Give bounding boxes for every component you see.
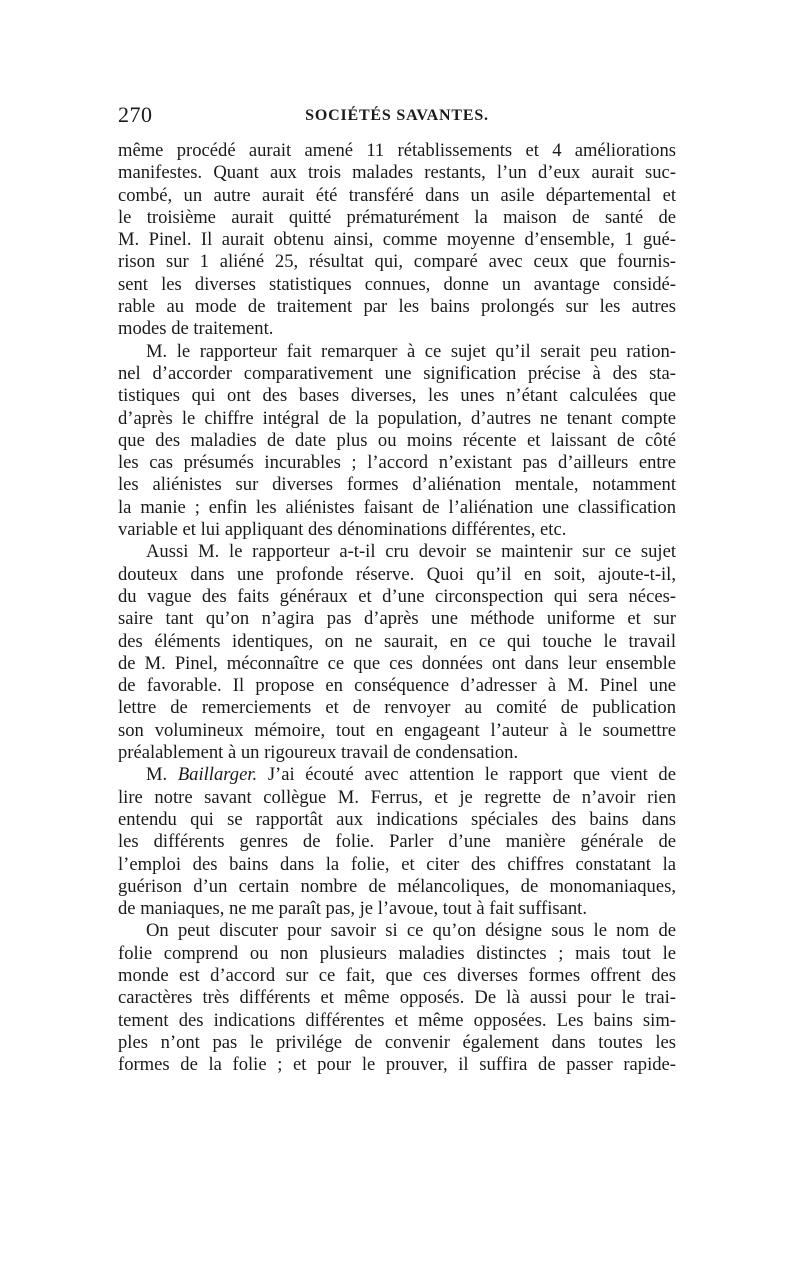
text-line: M. Pinel. Il aurait obtenu ainsi, comme moyenne d’ensemble, 1 gué- (118, 229, 676, 251)
text-line: de M. Pinel, méconnaître ce que ces données ont dans leur ensemble (118, 652, 676, 674)
text-line: J’ai écouté avec attention le rapport que vient de (267, 764, 676, 786)
text-line: les aliénistes sur diverses formes d’aliénation mentale, notamment (118, 474, 676, 496)
speaker-name: Baillarger. (177, 764, 258, 786)
text-line: le troisième aurait quitté prématurément la maison de santé de (118, 206, 676, 228)
section-title: SOCIÉTÉS SAVANTES. (305, 107, 489, 124)
text-line: tistiques qui ont des bases diverses, les unes n’étant calculées que (118, 385, 676, 407)
text-line: l’emploi des bains dans la folie, et citer des chiffres constatant la (118, 853, 676, 875)
text-line: préalablement à un rigoureux travail de condensation. (118, 742, 519, 764)
text-line: son volumineux mémoire, tout en engageant l’auteur à le soumettre (118, 719, 676, 741)
text-line: les différents genres de folie. Parler d’une manière générale de (118, 831, 676, 853)
text-line: rison sur 1 aliéné 25, résultat qui, comparé avec ceux que fournis- (118, 251, 676, 273)
text-line: rable au mode de traitement par les bains prolongés sur les autres (118, 296, 676, 318)
text-line: nel d’accorder comparativement une signification précise à des sta- (118, 362, 676, 384)
text-line: que des maladies de date plus ou moins récente et laissant de côté (118, 429, 676, 451)
running-head (118, 103, 676, 127)
body-text (118, 140, 676, 1076)
text-line: douteux dans une profonde réserve. Quoi qu’il en soit, ajoute-t-il, (118, 563, 676, 585)
text-line: guérison d’un certain nombre de mélancoliques, de monomaniaques, (118, 875, 676, 897)
text-line: monde est d’accord sur ce fait, que ces diverses formes offrent des (118, 964, 676, 986)
text-line: lettre de remerciements et de renvoyer au comité de publication (118, 697, 676, 719)
text-line: saire tant qu’on n’agira pas d’après une méthode uniforme et sur (118, 608, 676, 630)
text-line: manifestes. Quant aux trois malades restants, l’un d’eux aurait suc- (118, 162, 676, 184)
text-line: les cas présumés incurables ; l’accord n’existant pas d’ailleurs entre (118, 452, 676, 474)
page-number: 270 (118, 102, 153, 127)
text-line: ples n’ont pas le privilége de convenir également dans toutes les (118, 1031, 676, 1053)
text-line: de maniaques, ne me paraît pas, je l’avoue, tout à fait suffisant. (118, 898, 587, 920)
text-line: formes de la folie ; et pour le prouver, il suffira de passer rapide- (118, 1054, 676, 1076)
text-line: modes de traitement. (118, 318, 274, 340)
text-line: du vague des faits généraux et d’une circonspection qui sera néces- (118, 585, 676, 607)
text-line: On peut discuter pour savoir si ce qu’on désigne sous le nom de (146, 920, 676, 942)
text-line: même procédé aurait amené 11 rétablissements et 4 améliorations (118, 140, 676, 161)
text-line: tement des indications différentes et même opposées. Les bains sim- (118, 1009, 676, 1031)
text-line: M. le rapporteur fait remarquer à ce sujet qu’il serait peu ration- (146, 340, 676, 362)
text-line: variable et lui appliquant des dénominations différentes, etc. (118, 519, 567, 541)
text-line: sent les diverses statistiques connues, donne un avantage considé- (118, 273, 676, 295)
text-line: des éléments identiques, on ne saurait, en ce qui touche le travail (118, 630, 676, 652)
text-line: folie comprend ou non plusieurs maladies distinctes ; mais tout le (118, 942, 676, 964)
book-page (118, 0, 676, 1270)
text-line: lire notre savant collègue M. Ferrus, et je regrette de n’avoir rien (118, 786, 676, 808)
text-line: caractères très différents et même opposés. De là aussi pour le trai- (118, 987, 676, 1009)
text-line: combé, un autre aurait été transféré dans un asile départemental et (118, 184, 676, 206)
text-line: d’après le chiffre intégral de la population, d’autres ne tenant compte (118, 407, 676, 429)
text-line: de favorable. Il propose en conséquence d’adresser à M. Pinel une (118, 675, 676, 697)
text-line: la manie ; enfin les aliénistes faisant de l’aliénation une classification (118, 496, 676, 518)
speaker-line (118, 764, 676, 786)
text-line: Aussi M. le rapporteur a-t-il cru devoir se maintenir sur ce sujet (146, 541, 676, 563)
text-line: entendu qui se rapportât aux indications spéciales des bains dans (118, 808, 676, 830)
speaker-prefix: M. (146, 764, 178, 786)
